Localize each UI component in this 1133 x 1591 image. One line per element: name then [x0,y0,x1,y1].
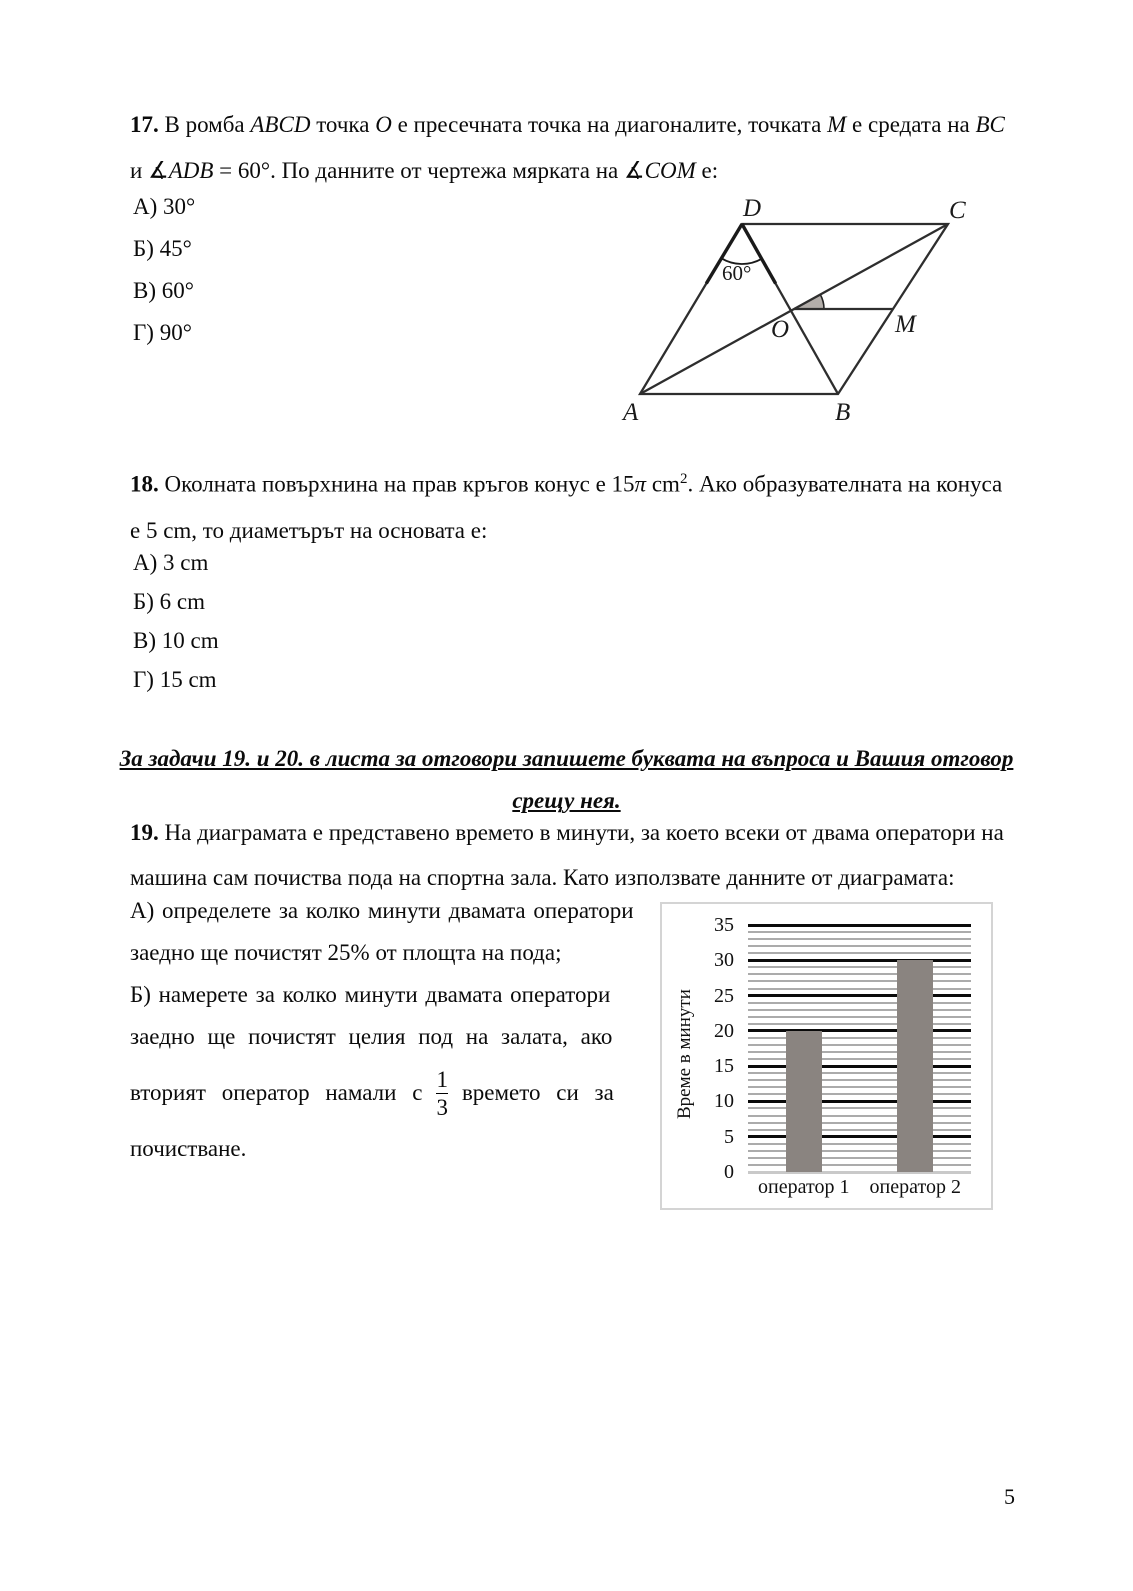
fraction-one-third [436,1066,448,1121]
instruction-line-2: срещу нея. [512,788,621,813]
minor-gridline [748,1037,971,1039]
question-17-options [133,186,195,354]
minor-gridline [748,1122,971,1124]
part-b-line-2: заедно ще почистят целия под на залата, ако [130,1024,613,1049]
question-17-text [130,102,1020,194]
option-18-b: Б) 6 cm [133,589,205,614]
minor-gridline [748,1058,971,1060]
option-18-a: А) 3 cm [133,550,209,575]
major-gridline [748,924,971,927]
minor-gridline [748,1164,971,1166]
point-label-m: M [895,311,916,338]
question-18-line-1: 18. Околната повърхнина на прав кръгов конус е 15π $cm^2$. Ако образувателната на конуса [130,471,1003,497]
option-17-v: В) 60° [133,278,194,303]
part-a-line-1: А) определете за колко минути двамата оператори [130,898,634,923]
minor-gridline [748,1115,971,1117]
minor-gridline [748,1086,971,1088]
major-gridline [748,994,971,997]
page-number: 5 [1004,1484,1015,1509]
y-tick-label: 15 [714,1055,734,1078]
vertex-label-a: A [623,399,639,426]
time-bar-chart [660,902,993,1210]
minor-gridline [748,938,971,940]
vertex-label-b: B [835,399,851,426]
minor-gridline [748,1002,971,1004]
y-tick-label: 30 [714,949,734,972]
angle-value-label: 60° [722,261,752,285]
frac-line-after: времето си за [461,1080,614,1105]
question-19-text [130,810,1020,900]
major-gridline [748,959,971,962]
rhombus-figure [565,192,1020,437]
minor-gridline [748,988,971,990]
question-17-line-1: 17. В ромба ABCD точка O е пресечната точка на диагоналите, точката M е средата на BC [130,112,1005,137]
y-axis-title: Време в минути [674,989,695,1119]
instruction-line-1: За задачи 19. и 20. в листа за отговори запишете буквата на въпроса и Вашия отговор [119,746,1014,771]
minor-gridline [748,1072,971,1074]
y-tick-label: 25 [714,984,734,1007]
major-gridline [748,1135,971,1138]
option-18-v: В) 10 cm [133,628,219,653]
y-tick-label: 20 [714,1019,734,1042]
minor-gridline [748,1143,971,1145]
part-b-line-1: Б) намерете за колко минути двамата оператори [130,982,611,1007]
minor-gridline [748,1129,971,1131]
part-a-line-2: заедно ще почистят 25% от площта на пода; [130,940,562,965]
y-tick-label: 0 [724,1161,734,1183]
point-label-o: O [771,316,790,343]
minor-gridline [748,1023,971,1025]
frac-line-before: вторият оператор намали с [130,1080,423,1105]
minor-gridline [748,1051,971,1053]
x-category-label: оператор 1 [758,1176,850,1198]
chart-plot-area [748,925,971,1172]
major-gridline [748,1029,971,1032]
bar-2 [897,960,933,1172]
question-19-subparts [130,890,645,1170]
minor-gridline [748,1107,971,1109]
fraction-numerator: 1 [436,1066,448,1092]
bar-1 [786,1031,822,1172]
minor-gridline [748,1157,971,1159]
y-tick-label: 5 [724,1125,734,1148]
minor-gridline [748,1016,971,1018]
vertex-label-c: C [949,197,966,224]
question-18-text [130,456,1020,554]
option-17-a: А) 30° [133,194,196,219]
x-category-label: оператор 2 [869,1176,961,1198]
y-tick-label: 10 [714,1090,734,1113]
question-18-options [133,543,219,699]
question-17-line-2: и ∡ADB = 60°. По данните от чертежа мярката на ∡COM е: [130,158,719,183]
minor-gridline [748,952,971,954]
minor-gridline [748,1150,971,1152]
minor-gridline [748,966,971,968]
major-gridline [748,1065,971,1068]
fraction-denominator: 3 [436,1094,448,1120]
minor-gridline [748,973,971,975]
part-b-line-3 [130,1058,645,1128]
minor-gridline [748,980,971,982]
major-gridline [748,1171,971,1174]
major-gridline [748,1100,971,1103]
question-19-line-2: машина сам почиства пода на спортна зала. Като използвате данните от диаграмата: [130,865,955,890]
minor-gridline [748,931,971,933]
minor-gridline [748,1009,971,1011]
minor-gridline [748,1044,971,1046]
minor-gridline [748,1079,971,1081]
question-18-line-2: е 5 cm, то диаметърът на основата е: [130,517,488,543]
option-17-g: Г) 90° [133,320,192,345]
option-18-g: Г) 15 cm [133,667,217,692]
minor-gridline [748,945,971,947]
part-b-closing: почистване. [130,1136,247,1161]
y-tick-label: 35 [714,914,734,936]
option-17-b: Б) 45° [133,236,192,261]
question-19-line-1: 19. На диаграмата е представено времето в минути, за което всеки от двама оператори на [130,820,1004,845]
minor-gridline [748,1093,971,1095]
vertex-label-d: D [743,195,762,222]
